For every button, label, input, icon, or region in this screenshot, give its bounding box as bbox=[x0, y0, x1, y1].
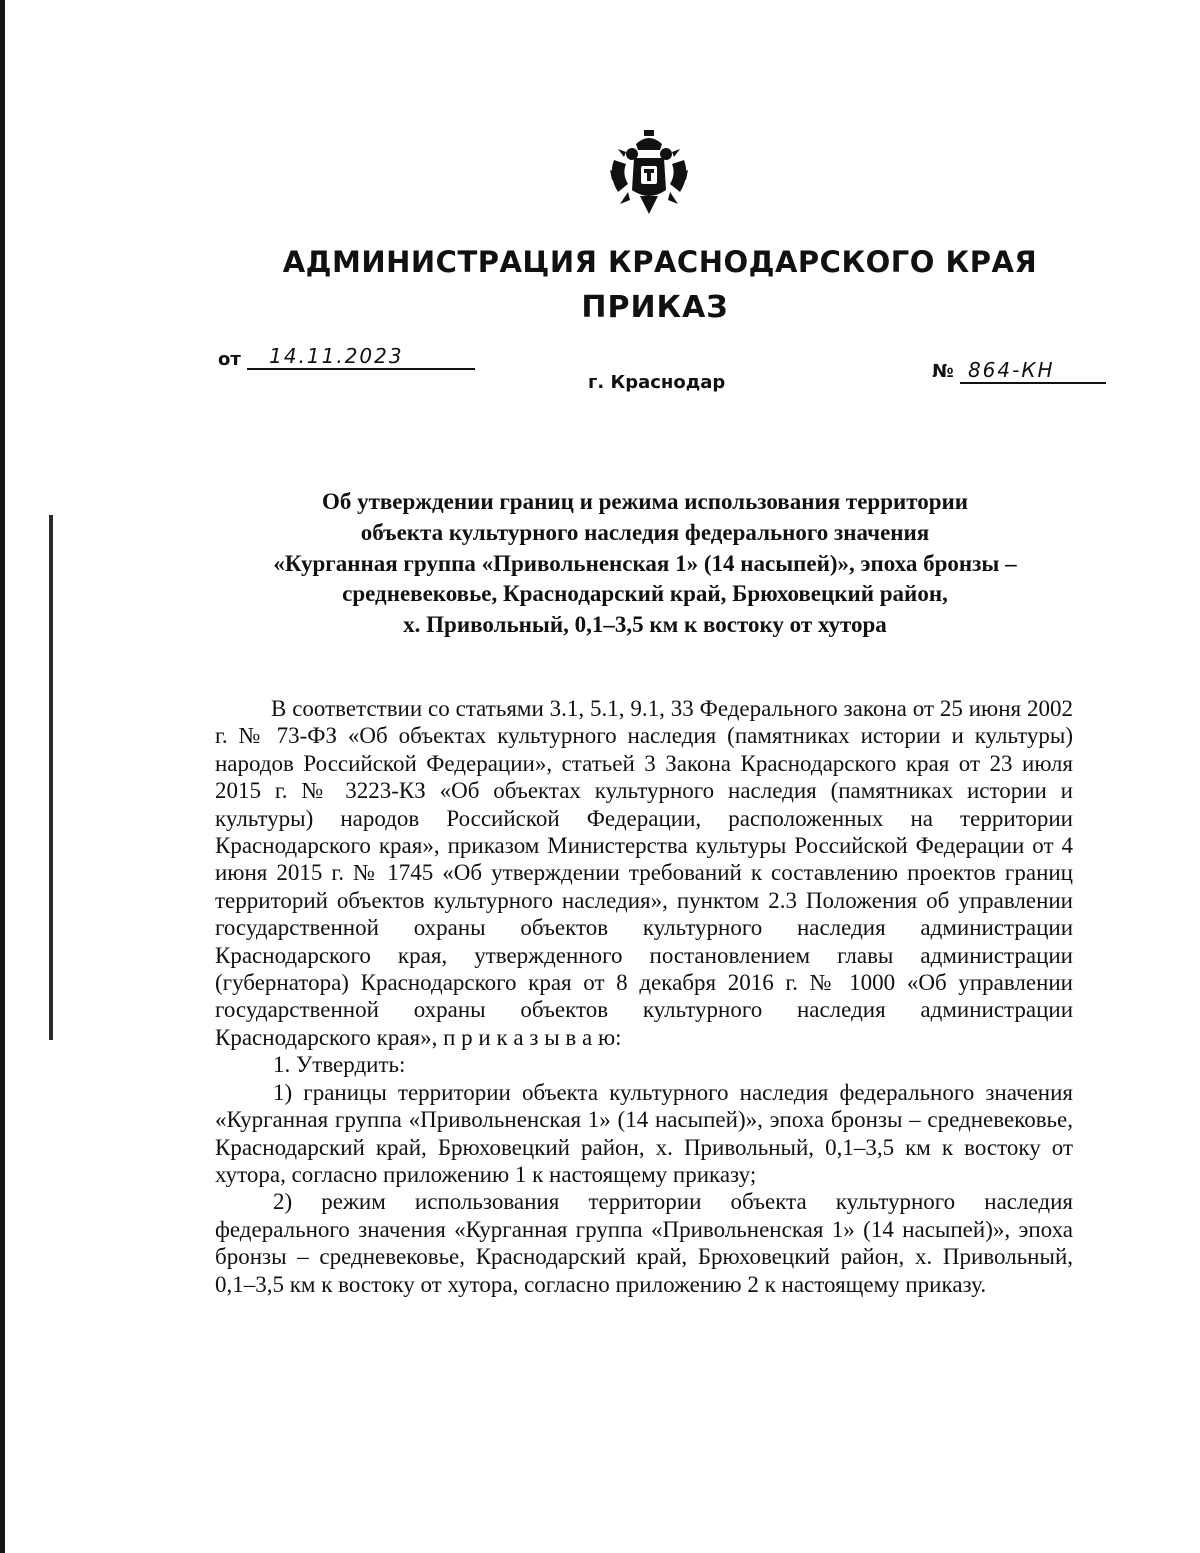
subject-line: «Курганная группа «Привольненская 1» (14 насыпей)», эпоха бронзы – bbox=[273, 550, 1017, 576]
subject-line: х. Привольный, 0,1–3,5 км к востоку от хутора bbox=[403, 612, 887, 638]
handwritten-number: 864-КН bbox=[960, 358, 1106, 384]
number-line bbox=[932, 358, 1106, 384]
scan-left-edge bbox=[0, 0, 5, 1553]
scan-margin-mark bbox=[49, 515, 53, 1040]
city-label: г. Краснодар bbox=[588, 372, 726, 393]
order-item-1-1: 1) границы территории объекта культурного наследия федерального значения «Курганная группа «Привольненская 1» (14 насыпей)», эпоха бронзы – средневековье, Краснодарский край, Брюховецкий район, х. Привольный, 0,1–3,5 км к востоку от хутора, согласно приложению 1 к настоящему приказу; bbox=[215, 1079, 1073, 1187]
subject-line: средневековье, Краснодарский край, Брюховецкий район, bbox=[342, 581, 948, 607]
krasnodar-coat-of-arms-icon bbox=[606, 130, 692, 216]
preamble-paragraph: В соответствии со статьями 3.1, 5.1, 9.1, 33 Федерального закона от 25 июня 2002 г. № 73-ФЗ «Об объектах культурного наследия (памятниках истории и культуры) народов Российской Федерации», статьей 3 Закона Краснодарского края от 23 июля 2015 г. № 3223-КЗ «Об объектах культурного наследия (памятниках истории и культуры) народов Российской Федерации, расположенных на территории Краснодарского края», приказом Министерства культуры Российской Федерации от 4 июня 2015 г. № 1745 «Об утверждении требований к составлению проектов границ территорий объектов культурного наследия», пунктом 2.3 Положения об управлении государственной охраны объектов культурного наследия администрации Краснодарского края, утвержденного постановлением главы администрации (губернатора) Краснодарского края от 8 декабря 2016 г. № 1000 «Об управлении государственной охраны объектов культурного наследия администрации Краснодарского края», п р и к а з ы в а ю: bbox=[215, 696, 1073, 1050]
date-line bbox=[218, 344, 475, 370]
subject-line: объекта культурного наследия федерального значения bbox=[360, 519, 930, 545]
document-type-title: ПРИКАЗ bbox=[581, 290, 729, 325]
order-item-1: 1. Утвердить: bbox=[273, 1052, 406, 1078]
order-item-1-2: 2) режим использования территории объекта культурного наследия федерального значения «Курганная группа «Привольненская 1» (14 насыпей)», эпоха бронзы – средневековье, Краснодарский край, Брюховецкий район, х. Привольный, 0,1–3,5 км к востоку от хутора, согласно приложению 2 к настоящему приказу. bbox=[215, 1189, 1073, 1297]
subject-line: Об утверждении границ и режима использования территории bbox=[321, 489, 969, 514]
document-body bbox=[215, 695, 1073, 1298]
document-subject bbox=[215, 487, 1075, 641]
date-prefix: от bbox=[218, 349, 241, 370]
organization-title: АДМИНИСТРАЦИЯ КРАСНОДАРСКОГО КРАЯ bbox=[282, 245, 1038, 279]
number-prefix: № bbox=[932, 361, 954, 382]
handwritten-date: 14.11.2023 bbox=[247, 344, 475, 370]
